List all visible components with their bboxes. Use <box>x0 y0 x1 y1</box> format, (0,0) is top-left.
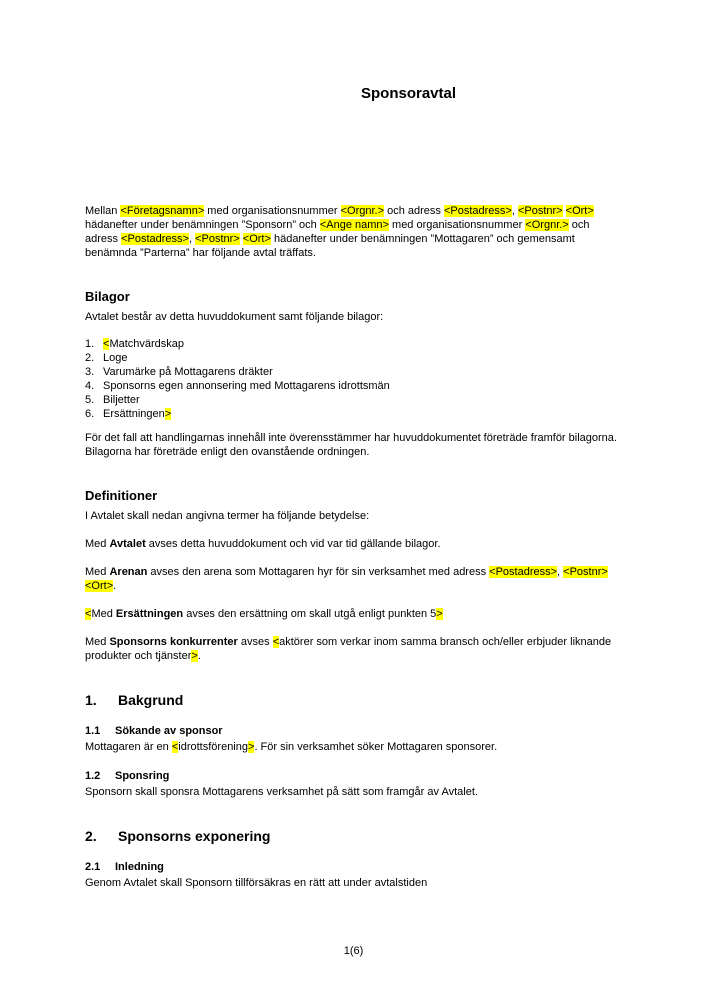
subsection-2-1-heading <box>85 860 622 874</box>
attachment-number: 6. <box>85 408 95 420</box>
attachment-label: Varumärke på Mottagarens dräkter <box>103 366 273 378</box>
subsection-1-2-body: Sponsorn skall sponsra Mottagarens verksamhet på sätt som framgår av Avtalet. <box>85 786 478 798</box>
definition-ersattningen: <Med Ersättningen avses den ersättning om skall utgå enligt punkten 5> <box>85 608 443 620</box>
subsection-1-1-heading <box>85 724 622 738</box>
subsection-number: 2.1 <box>85 861 101 873</box>
bilagor-lead: Avtalet består av detta huvuddokument samt följande bilagor: <box>85 311 384 323</box>
attachment-item <box>85 351 622 365</box>
attachment-item <box>85 407 622 421</box>
attachments-list <box>85 337 622 421</box>
attachment-label: Biljetter <box>103 394 140 406</box>
section-1-heading <box>85 692 622 709</box>
section-number: 1. <box>85 692 97 708</box>
subsection-1-2-heading <box>85 769 622 783</box>
attachment-label: Ersättningen> <box>103 408 172 420</box>
attachment-number: 2. <box>85 352 95 364</box>
subsection-title: Sökande av sponsor <box>115 725 223 737</box>
definition-sponsorns-konkurrenter: Med Sponsorns konkurrenter avses <aktörer som verkar inom samma bransch och/eller erbjuder liknande produkter och tjänster>. <box>85 636 612 662</box>
precedence-paragraph: För det fall att handlingarnas innehåll inte överensstämmer har huvuddokumentet företräde framför bilagorna. Bilagorna har företräde enligt den ovanstående ordningen. <box>85 432 617 458</box>
section-2-heading <box>85 828 622 845</box>
definition-arenan: Med Arenan avses den arena som Mottagaren hyr för sin verksamhet med adress <Postadress>, <Postnr> <Ort>. <box>85 566 608 592</box>
page-number: 1(6) <box>343 945 364 957</box>
attachment-number: 3. <box>85 366 95 378</box>
subsection-1-1-body: Mottagaren är en <idrottsförening>. För sin verksamhet söker Mottagaren sponsorer. <box>85 741 498 753</box>
attachment-item <box>85 337 622 351</box>
document-title: Sponsoravtal <box>360 85 457 102</box>
subsection-number: 1.1 <box>85 725 101 737</box>
attachment-label: Sponsorns egen annonsering med Mottagarens idrottsmän <box>103 380 390 392</box>
attachment-label: <Matchvärdskap <box>103 338 185 350</box>
section-title: Bakgrund <box>118 692 184 708</box>
definitioner-lead: I Avtalet skall nedan angivna termer ha följande betydelse: <box>85 510 370 522</box>
definitioner-heading: Definitioner <box>85 488 158 503</box>
section-title: Sponsorns exponering <box>118 828 271 844</box>
attachment-number: 1. <box>85 338 95 350</box>
attachment-number: 5. <box>85 394 95 406</box>
subsection-title: Inledning <box>115 861 164 873</box>
attachment-item <box>85 365 622 379</box>
attachment-number: 4. <box>85 380 95 392</box>
attachment-label: Loge <box>103 352 128 364</box>
attachment-item <box>85 393 622 407</box>
bilagor-heading: Bilagor <box>85 289 130 304</box>
subsection-number: 1.2 <box>85 770 101 782</box>
section-number: 2. <box>85 828 97 844</box>
intro-paragraph: Mellan <Företagsnamn> med organisationsnummer <Orgnr.> och adress <Postadress>, <Postnr> <Ort> hädanefter under benämningen ”Sponsorn” och <Ange namn> med organisationsnummer <Orgnr.> och adress <Postadress>, <Postnr> <Ort> hädanefter under benämningen ”Mottagaren” och gemensamt benämnda ”Parterna” har följande avtal träffats. <box>85 205 594 259</box>
definition-avtalet: Med Avtalet avses detta huvuddokument och vid var tid gällande bilagor. <box>85 538 441 550</box>
subsection-title: Sponsring <box>115 770 170 782</box>
attachment-item <box>85 379 622 393</box>
subsection-2-1-body: Genom Avtalet skall Sponsorn tillförsäkras en rätt att under avtalstiden <box>85 877 428 889</box>
